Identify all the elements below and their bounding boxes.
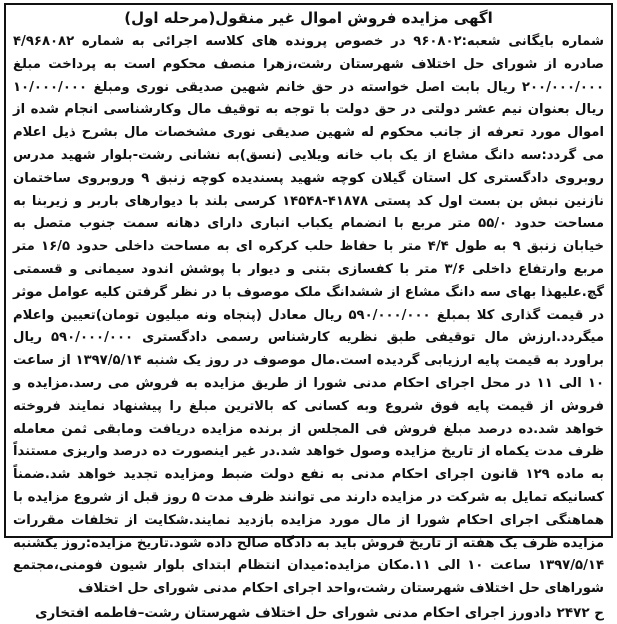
notice-code: ح ۲۴۷۲	[556, 604, 604, 621]
notice-body: شماره بایگانی شعبه:۹۶۰۸۰۲ در خصوص پرونده های کلاسه اجرائی به شماره ۴/۹۶۸۰۸۲ صادره از شورای حل اختلاف شهرستان رشت،زهرا منصف محکوم است به پرداخت مبلغ ۲۰۰/۰۰۰/۰۰۰ ریال بابت اصل خواسته در حق خانم شهین صدیقی نوری ومبلغ ۱۰/۰۰۰/۰۰۰ ریال بعنوان نیم عشر دولتی در حق دولت با توجه به توقیف مال وکارشناسی انجام شده از اموال مورد تعرفه از جانب محکوم له شهین صدیقی نوری مشخصات مال بشرح ذیل اعلام می گردد:سه دانگ مشاع از یک باب خانه ویلایی (نسق)به نشانی رشت-بلوار شهید مدرس روبروی دادگستری کل استان گیلان کوچه شهید پسندیده کوچه زنبق ۹ وروبروی ساختمان نازنین نبش بن بست اول کد پستی ۴۱۸۷۸-۱۴۵۴۸ کرسی بلند با دیوارهای باربر و زیربنا به مساحت حدود ۵۵/۰ متر مربع با انضمام یکباب انباری دارای دهانه سمت جنوب متصل به خیابان زنبق ۹ به طول ۴/۴ متر با حفاظ حلب کرکره ای به مساحت داخلی حدود ۱۶/۵ متر مربع وارتفاع داخلی ۳/۶ متر با کفسازی بتنی و دیوار با پوشش اندود سیمانی و قسمتی گچ.علیهذا بهای سه دانگ مشاع از ششدانگ ملک موصوف با در نظر گرفتن کلیه عوامل موثر در قیمت گذاری کلا بمبلغ ۵۹۰/۰۰۰/۰۰۰ ریال معادل (پنجاه ونه میلیون تومان)تعیین واعلام میگردد.ارزش مال توقیفی طبق نظریه کارشناس رسمی دادگستری ۵۹۰/۰۰۰/۰۰۰ ریال براورد به قیمت پایه ارزیابی گردیده است.مال موصوف در روز یک شنبه ۱۳۹۷/۵/۱۴ از ساعت ۱۰ الی ۱۱ در محل اجرای احکام مدنی شورا از طریق مزایده به فروش می رسد.مزایده و فروش از قیمت پایه فوق شروع وبه کسانی که بالاترین مبلغ را پیشنهاد نمایند فروخته خواهد شد.ده درصد مبلغ فروش فی المجلس از برنده مزایده دریافت ومابقی ثمن معامله ظرف مدت یکماه از تاریخ مزایده وصول خواهد شد.در غیر اینصورت ده درصد واریزی مستنداً به ماده ۱۲۹ قانون اجرای احکام مدنی به نفع دولت ضبط ومزایده تجدید خواهد شد.ضمناً کسانیکه تمایل به شرکت در مزایده دارند می توانند ظرف مدت ۵ روز قبل از شروع مزایده با هماهنگی اجرای احکام شورا از مال مورد مزایده بازدید نمایند.شکایت از تخلفات مقررات مزایده ظرف یک هفته از تاریخ فروش باید به دادگاه صالح داده شود.تاریخ مزایده:روز یکشنبه ۱۳۹۷/۵/۱۴ ساعت ۱۰ الی ۱۱.مکان مزایده:میدان انتظام ابتدای بلوار شیون فومنی،مجتمع شوراهای حل اختلاف شهرستان رشت،واحد اجرای احکام مدنی شورای حل اختلاف	[13, 34, 605, 597]
notice-title: اگهی مزایده فروش اموال غیر منقول(مرحله اول)	[124, 9, 493, 27]
auction-notice	[4, 3, 613, 621]
notice-signature: دادورز اجرای احکام مدنی شورای حل اختلاف شهرستان رشت–فاطمه افتخاری	[35, 604, 552, 621]
notice-footer	[13, 602, 604, 624]
